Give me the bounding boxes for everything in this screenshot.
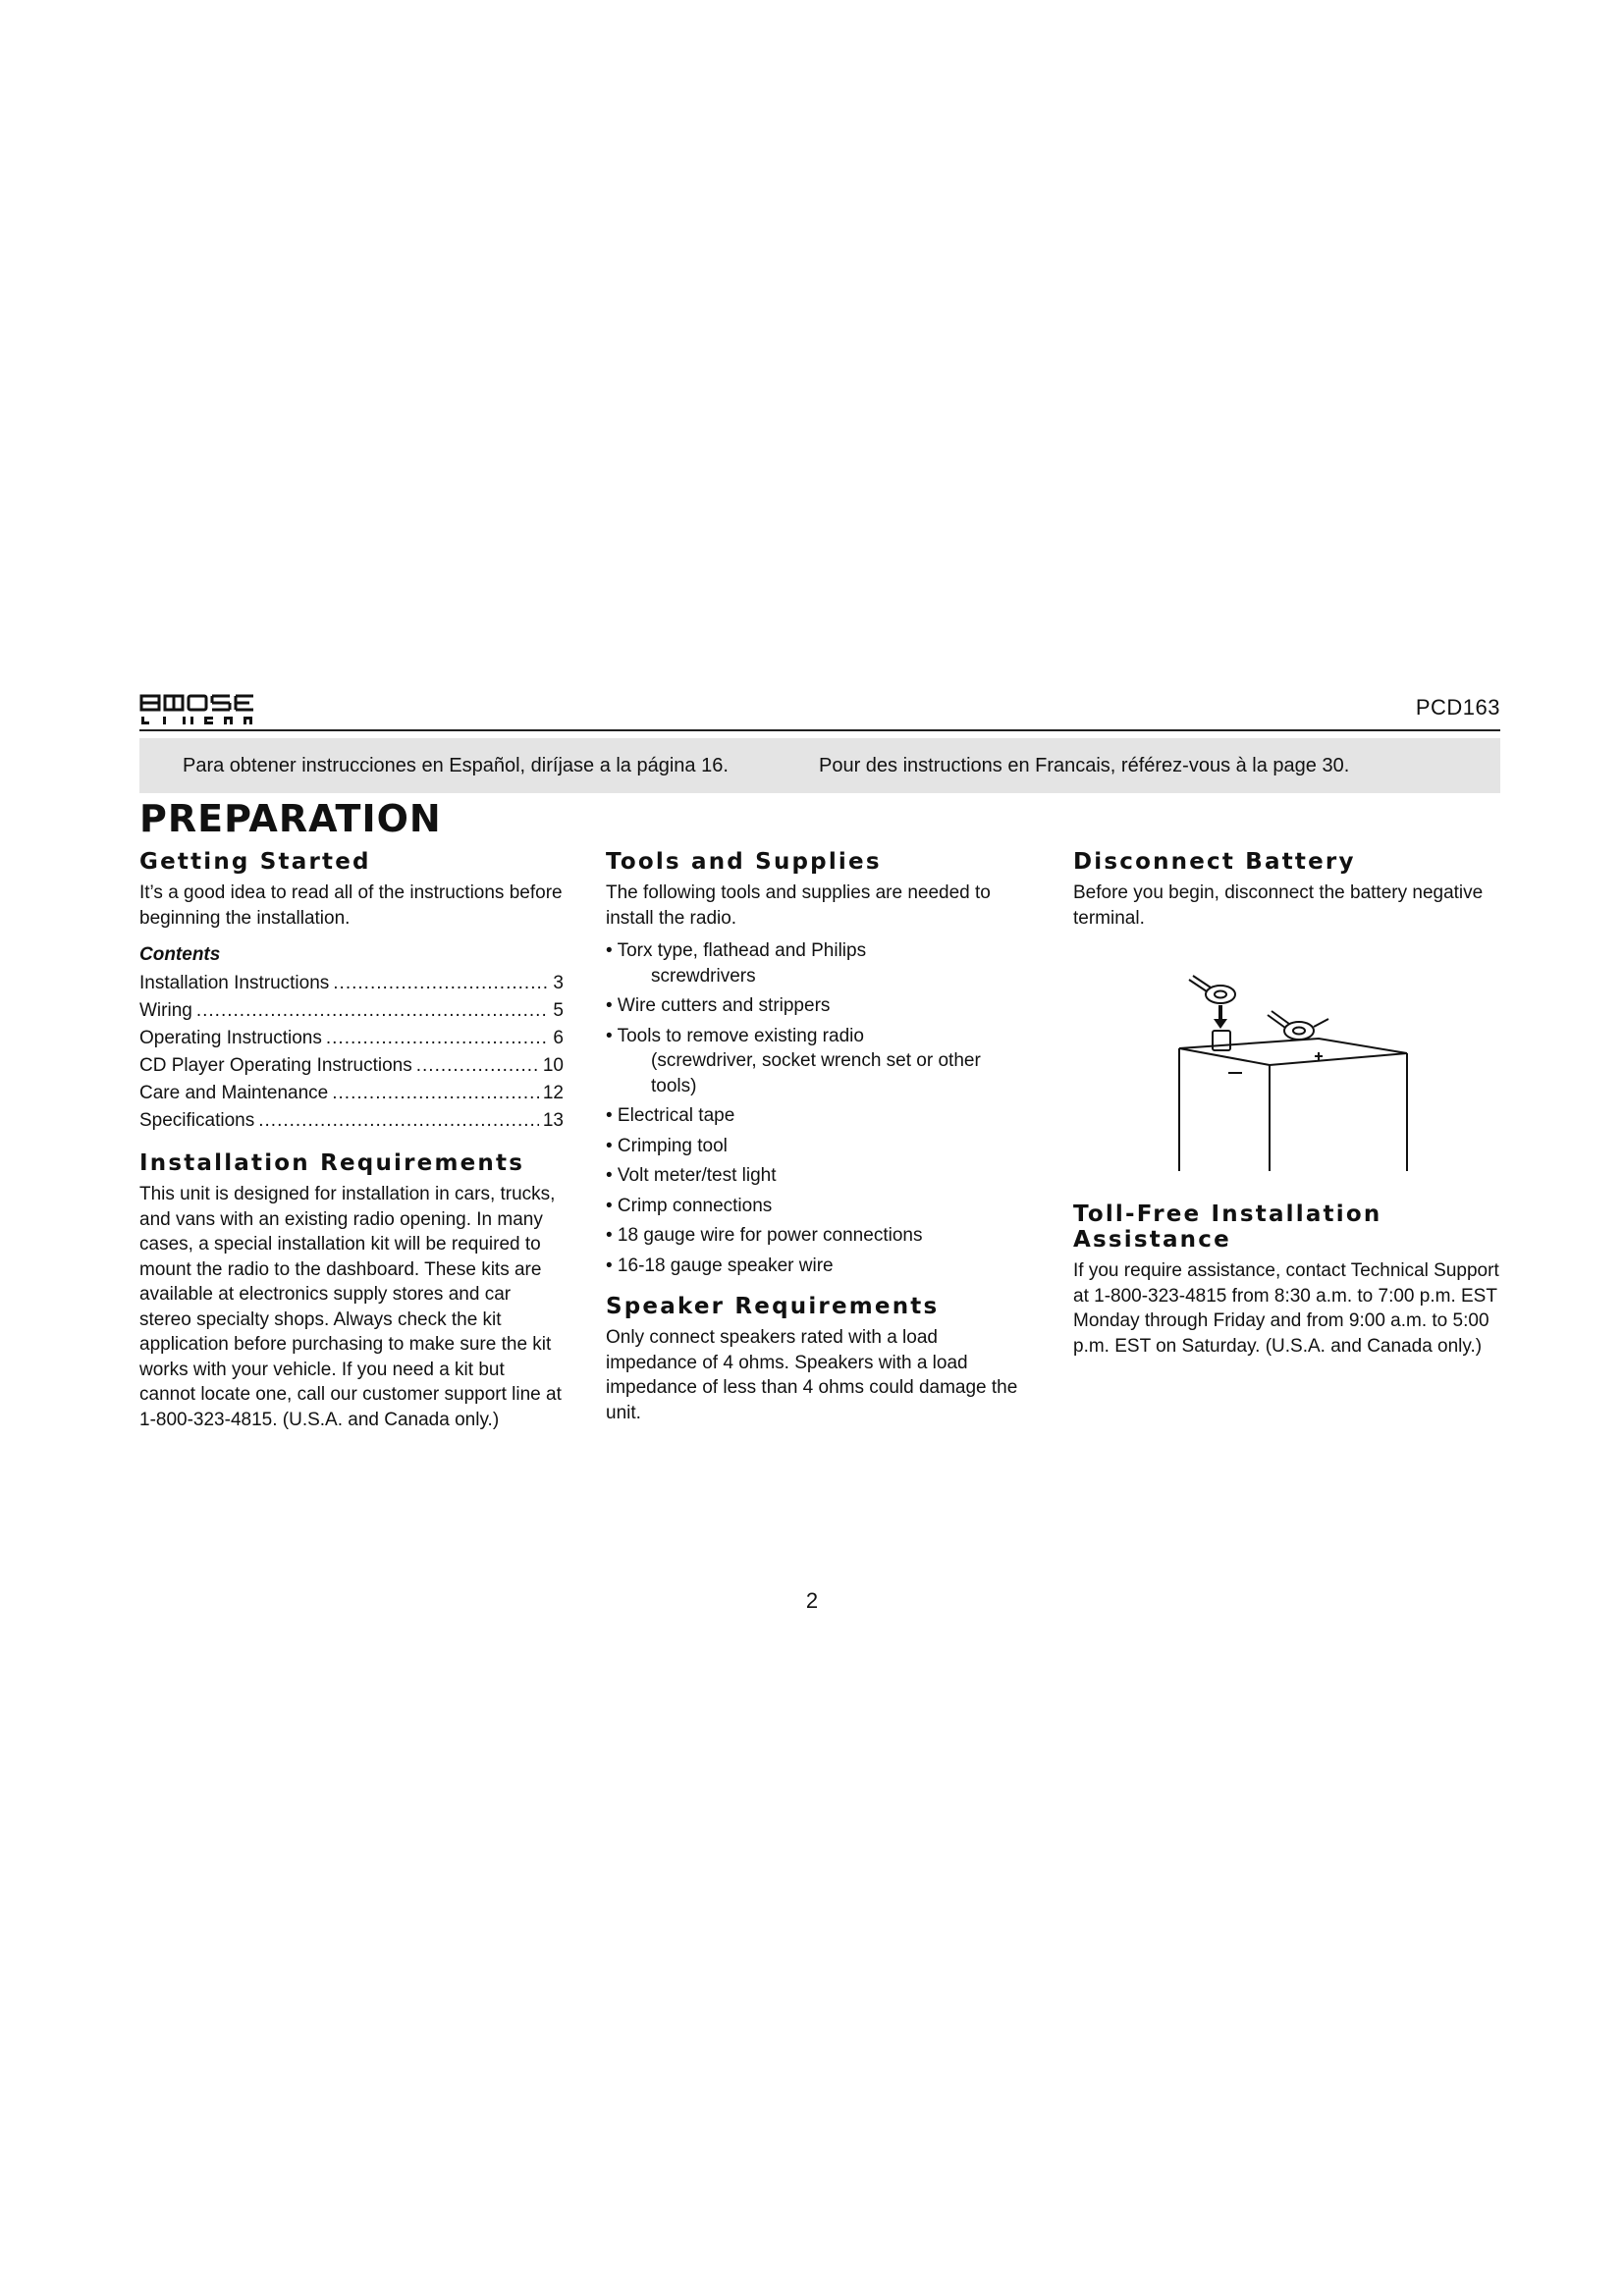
toll-free-body: If you require assistance, contact Technical Support at 1-800-323-4815 from 8:30 a.m. to 7:00 p.m. EST Monday through Friday and from 9:00 a.m. to 5:00 p.m. EST on Saturday. (U.S.A. and Canada only.) xyxy=(1073,1260,1499,1357)
list-item: • 16-18 gauge speaker wire xyxy=(606,1255,834,1276)
contents-heading: Contents xyxy=(139,944,221,965)
tools-body: The following tools and supplies are needed to install the radio. xyxy=(606,882,991,929)
list-item: • Tools to remove existing radio (screwdriver, socket wrench set or other tools) xyxy=(606,1025,981,1096)
page-number: 2 xyxy=(805,1588,819,1613)
toc-entry: Care and Maintenance ..... 12 xyxy=(139,1080,564,1107)
toc-entry: Specifications ..... 13 xyxy=(139,1107,564,1135)
list-item: • Wire cutters and strippers xyxy=(606,995,831,1016)
column-left xyxy=(139,849,564,1432)
language-bar xyxy=(139,738,1500,793)
speaker-requirements-body: Only connect speakers rated with a load impedance of 4 ohms. Speakers with a load impedance of less than 4 ohms could damage the unit. xyxy=(606,1327,1018,1423)
list-item: • Electrical tape xyxy=(606,1105,735,1126)
column-middle xyxy=(606,849,1028,1425)
tools-heading: Tools and Supplies xyxy=(606,849,882,875)
getting-started-body: It’s a good idea to read all of the instructions before beginning the installation. xyxy=(139,882,563,929)
column-right xyxy=(1073,849,1505,1359)
speaker-requirements-heading: Speaker Requirements xyxy=(606,1294,940,1319)
disconnect-battery-body: Before you begin, disconnect the battery negative terminal. xyxy=(1073,882,1484,929)
list-item: • Torx type, flathead and Philips screwdrivers xyxy=(606,940,867,987)
toc-entry: Operating Instructions ..... 6 xyxy=(139,1025,564,1052)
installation-requirements-body: This unit is designed for installation in cars, trucks, and vans with an existing radio opening. In many cases, a special installation kit will be required to mount the radio to the dashboard. These kits are available at electronics supply stores and car stereo specialty shops. Always check the kit application before purchasing to make sure the kit works with your vehicle. If you need a kit but cannot locate one, call our customer support line at 1-800-323-4815. (U.S.A. and Canada only.) xyxy=(139,1184,562,1430)
list-item: • 18 gauge wire for power connections xyxy=(606,1225,923,1246)
phase-linear-logo xyxy=(139,693,255,726)
header-rule xyxy=(139,729,1500,731)
getting-started-heading: Getting Started xyxy=(139,849,371,875)
toc-entry: Installation Instructions ..... 3 xyxy=(139,970,564,997)
page-title: PREPARATION xyxy=(139,797,442,840)
list-item: • Volt meter/test light xyxy=(606,1165,777,1186)
french-note: Pour des instructions en Francais, référez-vous à la page 30. xyxy=(819,754,1350,776)
toc-entry: CD Player Operating Instructions ..... 10 xyxy=(139,1052,564,1080)
spanish-note: Para obtener instrucciones en Español, diríjase a la página 16. xyxy=(183,754,729,776)
installation-requirements-heading: Installation Requirements xyxy=(139,1150,525,1176)
battery-illustration xyxy=(1171,970,1427,1176)
toll-free-heading: Toll-Free Installation Assistance xyxy=(1073,1201,1382,1253)
list-item: • Crimping tool xyxy=(606,1135,728,1156)
tools-list xyxy=(606,938,1028,1278)
model-number: PCD163 xyxy=(1415,695,1500,720)
toc-entry: Wiring ..... 5 xyxy=(139,997,564,1025)
list-item: • Crimp connections xyxy=(606,1195,773,1216)
table-of-contents xyxy=(139,970,564,1135)
disconnect-battery-heading: Disconnect Battery xyxy=(1073,849,1356,875)
